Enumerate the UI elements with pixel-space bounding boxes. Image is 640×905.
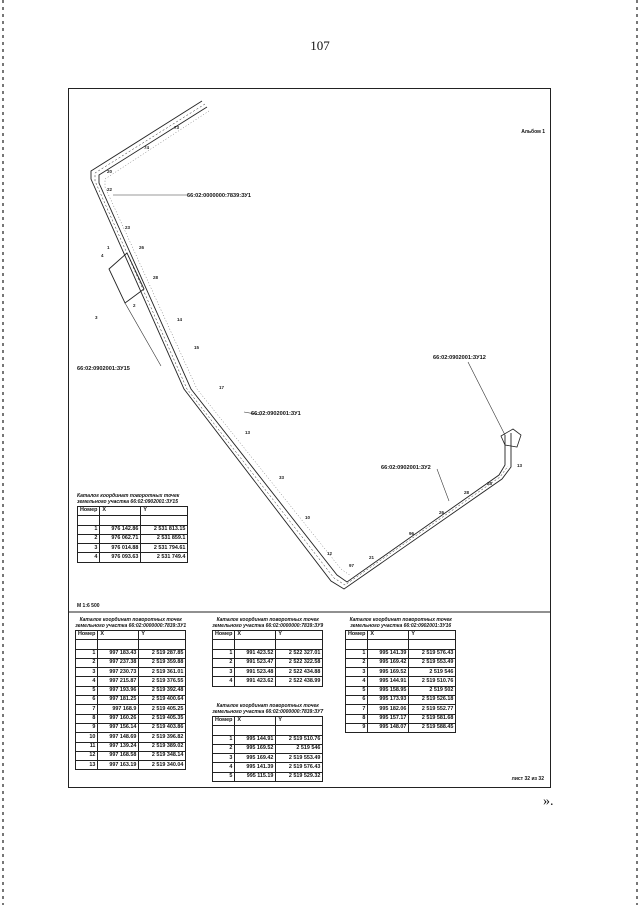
table-row: 3 995 169.42 2 519 553.49	[213, 754, 323, 763]
catalog-title: земельного участка 66:02:0000000:7839:ЗУ1	[75, 623, 187, 629]
label-zu1: 66:02:0902001:ЗУ1	[251, 411, 301, 417]
map-bottom-divider	[69, 611, 550, 613]
table-row: 5 997 193.96 2 519 392.48	[76, 686, 186, 695]
table-row: 7 995 182.06 2 519 552.77	[346, 705, 456, 714]
table-row: 1 997 183.43 2 519 287.85	[76, 649, 186, 658]
col-x: X	[100, 507, 141, 516]
table-row: 11 997 139.24 2 519 389.02	[76, 742, 186, 751]
table-row: 4 997 215.87 2 519 376.55	[76, 677, 186, 686]
point-label: 73	[174, 125, 180, 130]
point-label: 15	[194, 345, 200, 350]
scan-edge-right	[636, 0, 638, 905]
col-y: Y	[276, 631, 323, 640]
catalog-title: Каталог координат поворотных точек	[77, 493, 180, 499]
catalog-table	[77, 506, 188, 563]
col-y: Y	[141, 507, 188, 516]
table-row: 2 991 523.47 2 522 322.58	[213, 658, 323, 667]
catalog-title: земельного участка 66:02:0902001:ЗУ15	[77, 499, 178, 505]
table-row: 3 995 169.52 2 519 546	[346, 668, 456, 677]
table-row: 2 995 169.52 2 519 546	[213, 744, 323, 753]
point-label: 14	[177, 317, 183, 322]
table-row: 9 997 156.14 2 519 403.86	[76, 723, 186, 732]
table-row: 2 997 237.38 2 519 359.88	[76, 658, 186, 667]
col-x: X	[368, 631, 409, 640]
table-row: 3 991 523.48 2 522 434.88	[213, 668, 323, 677]
point-label: 96	[409, 531, 415, 536]
catalog-zu9-7839	[212, 617, 323, 687]
point-label: 33	[279, 475, 285, 480]
table-row	[213, 726, 323, 735]
point-label: 3	[95, 315, 98, 320]
table-row: 8 995 157.17 2 519 581.68	[346, 714, 456, 723]
point-label: 2	[133, 303, 136, 308]
page-number: 107	[310, 38, 330, 53]
table-row: 4 995 141.39 2 519 576.43	[213, 763, 323, 772]
table-row: 10 997 148.69 2 519 396.82	[76, 733, 186, 742]
point-label: 26	[139, 245, 145, 250]
leader-zu12	[468, 362, 505, 435]
catalog-title: земельного участка 66:02:0902001:ЗУ16	[350, 623, 452, 629]
point-label: 23	[125, 225, 131, 230]
table-row	[213, 640, 323, 649]
catalog-title: Каталог координат поворотных точек	[349, 617, 452, 623]
catalog-title: Каталог координат поворотных точек	[216, 617, 319, 623]
catalog-table	[212, 630, 323, 687]
table-row: 13 997 163.19 2 519 340.04	[76, 761, 186, 770]
leader-zu15	[125, 303, 161, 366]
col-y: Y	[409, 631, 456, 640]
catalog-zu16	[345, 617, 456, 733]
plan-frame	[68, 88, 551, 788]
point-label: 74	[144, 145, 150, 150]
table-row: 12 997 168.58 2 519 348.14	[76, 751, 186, 760]
point-label: 22	[107, 187, 113, 192]
table-row	[78, 516, 188, 525]
catalog-table	[212, 716, 323, 782]
leader-zu2	[437, 469, 449, 501]
catalog-table	[345, 630, 456, 733]
label-zu2: 66:02:0902001:ЗУ2	[381, 465, 431, 471]
table-row: 8 997 160.26 2 519 405.35	[76, 714, 186, 723]
point-label: 10	[305, 515, 311, 520]
table-row: 1 991 423.52 2 522 327.01	[213, 649, 323, 658]
table-row: 1 995 144.91 2 519 510.76	[213, 735, 323, 744]
point-label: 97	[349, 563, 355, 568]
table-row: 6 997 181.25 2 519 400.64	[76, 696, 186, 705]
table-row: 7 997 168.9 2 519 405.25	[76, 705, 186, 714]
catalog-table	[75, 630, 186, 770]
closing-quote: ».	[543, 794, 554, 809]
col-x: X	[235, 717, 276, 726]
table-row: 6 995 173.93 2 519 526.18	[346, 696, 456, 705]
table-row: 3 976 014.88 2 531 794.61	[78, 544, 188, 553]
catalog-title: Каталог координат поворотных точек	[79, 617, 182, 623]
point-label: 13	[517, 463, 523, 468]
col-number: Номер	[78, 507, 100, 516]
table-row: 9 995 148.07 2 519 588.45	[346, 723, 456, 732]
catalog-title: Каталог координат поворотных точек	[216, 703, 319, 709]
point-label: 28	[464, 490, 470, 495]
point-label: 20	[107, 169, 113, 174]
table-row: 4 995 144.91 2 519 510.76	[346, 677, 456, 686]
col-number: Номер	[346, 631, 368, 640]
table-row	[346, 640, 456, 649]
point-label: 26	[439, 510, 445, 515]
table-row: 4 976 093.63 2 531 749.4	[78, 553, 188, 562]
sheet-label: лист 32 из 32	[511, 776, 544, 782]
col-y: Y	[139, 631, 186, 640]
catalog-zu7-7839	[212, 703, 323, 782]
point-label: 12	[327, 551, 333, 556]
table-row: 1 976 142.86 2 531 813.15	[78, 525, 188, 534]
point-label: 13	[245, 430, 251, 435]
point-label: 17	[219, 385, 225, 390]
table-row: 2 995 169.42 2 519 553.49	[346, 658, 456, 667]
col-number: Номер	[213, 631, 235, 640]
col-x: X	[235, 631, 276, 640]
scan-edge-left	[2, 0, 4, 905]
appendix-label: Альбом 1	[521, 129, 545, 135]
point-label: 1	[107, 245, 110, 250]
table-row: 1 995 141.39 2 519 576.43	[346, 649, 456, 658]
col-y: Y	[276, 717, 323, 726]
col-number: Номер	[76, 631, 98, 640]
zu15-parcel	[109, 253, 144, 303]
point-label: 25	[487, 481, 493, 486]
table-row: 5 995 158.95 2 519 502	[346, 686, 456, 695]
point-label: 21	[369, 555, 375, 560]
catalog-title: земельного участка 66:02:0000000:7839:ЗУ7	[212, 709, 324, 715]
col-x: X	[98, 631, 139, 640]
table-row: 2 976 062.71 2 531 859.1	[78, 534, 188, 543]
table-row	[76, 640, 186, 649]
label-zu1-7839: 66:02:0000000:7839:ЗУ1	[187, 193, 251, 199]
point-label: 4	[101, 253, 104, 258]
table-row: 3 997 230.73 2 519 361.01	[76, 668, 186, 677]
map-scale: М 1:6 500	[77, 603, 100, 609]
label-zu12: 66:02:0902001:ЗУ12	[433, 355, 486, 361]
catalog-zu1-7839	[75, 617, 186, 770]
catalog-title: земельного участка 66:02:0000000:7839:ЗУ9	[212, 623, 324, 629]
table-row: 4 991 423.62 2 522 438.99	[213, 677, 323, 686]
label-zu15: 66:02:0902001:ЗУ15	[77, 366, 130, 372]
table-row: 5 995 115.19 2 519 529.32	[213, 772, 323, 781]
col-number: Номер	[213, 717, 235, 726]
point-label: 28	[153, 275, 159, 280]
catalog-zu15	[77, 493, 188, 563]
